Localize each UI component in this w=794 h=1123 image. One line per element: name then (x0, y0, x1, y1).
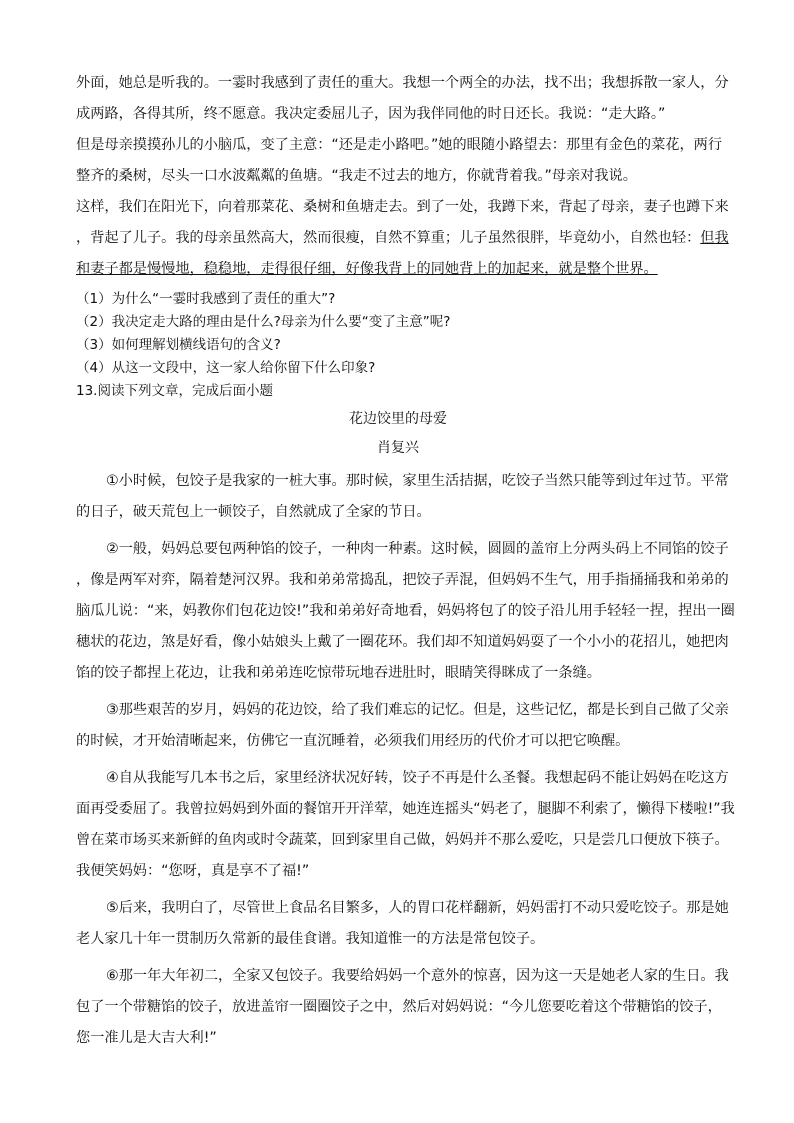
text-line: ③那些艰苦的岁月，妈妈的花边饺，给了我们难忘的记忆。但是，这些记忆，都是长到自己做了父亲 (106, 702, 729, 718)
text-line: 老人家几十年一贯制历久常新的最佳食谱。我知道惟一的方法是常包饺子。 (76, 931, 545, 947)
question-item: （2）我决定走大路的理由是什么?母亲为什么要“变了主意”呢? (76, 314, 451, 330)
text-line: ⑤后来，我明白了，尽管世上食品名目繁多，人的胃口花样翻新，妈妈雷打不动只爱吃饺子。那是她 (106, 900, 729, 916)
text-line: 我便笑妈妈：“您呀，真是享不了福!” (76, 863, 310, 879)
article-author: 肖复兴 (377, 440, 419, 456)
text-line: 您一准儿是大吉大利!” (76, 1030, 217, 1046)
section-heading: 13.阅读下列文章，完成后面小题 (76, 383, 273, 399)
text-line: 的时候，才开始清晰起来，仿佛它一直沉睡着，必须我们用经历的代价才可以把它唤醒。 (76, 733, 630, 749)
text-segment: ，背起了儿子。我的母亲虽然高大，然而很瘦，自然不算重；儿子虽然很胖，毕竟幼小，自然也轻： (76, 230, 701, 246)
underlined-sentence: 和妻子都是慢慢地，稳稳地，走得很仔细，好像我背上的同她背上的加起来，就是整个世界。 (76, 261, 658, 277)
text-line: ①小时候，包饺子是我家的一桩大事。那时候，家里生活拮据，吃饺子当然只能等到过年过节。平常 (106, 473, 729, 489)
text-line: 穗状的花边，煞是好看，像小姑娘头上戴了一圈花环。我们却不知道妈妈耍了一个小小的花招儿，她把肉 (76, 634, 729, 650)
question-list (76, 288, 720, 380)
text-line: 面再受委屈了。我曾拉妈妈到外面的餐馆开开洋荤，她连连摇头“妈老了，腿脚不利索了，懒得下楼啦!”我 (76, 801, 735, 817)
paragraph-3 (76, 695, 729, 757)
question-item: （4）从这一文段中，这一家人给你留下什么印象? (76, 360, 376, 376)
text-line-with-underline-start (76, 223, 729, 254)
text-line: 曾在菜市场买来新鲜的鱼肉或时令蔬菜，回到家里自己做，妈妈并不那么爱吃，只是尝几口便放下筷子。 (76, 832, 729, 848)
text-line: ②一般，妈妈总要包两种馅的饺子，一种肉一种素。这时候，圆圆的盖帘上分两头码上不同馅的饺子 (106, 541, 729, 557)
text-line: 外面，她总是听我的。一霎时我感到了责任的重大。我想一个两全的办法，找不出；我想拆散一家人，分 (76, 75, 729, 91)
text-line: ④自从我能写几本书之后，家里经济状况好转，饺子不再是什么圣餐。我想起码不能让妈妈在吃这方 (106, 770, 729, 786)
text-line: 但是母亲摸摸孙儿的小脑瓜，变了主意：“还是走小路吧。”她的眼随小路望去：那里有金色的菜花，两行 (76, 137, 723, 153)
text-line: ，像是两军对弈，隔着楚河汉界。我和弟弟常捣乱，把饺子弄混，但妈妈不生气，用手指捅捅我和弟弟的 (76, 572, 729, 588)
question-item: （3）如何理解划横线语句的含义? (76, 337, 281, 353)
article-body (76, 466, 735, 1054)
article-title: 花边饺里的母爱 (349, 411, 447, 427)
text-line: 这样，我们在阳光下，向着那菜花、桑树和鱼塘走去。到了一处，我蹲下来，背起了母亲，妻子也蹲下来 (76, 199, 729, 215)
text-line: 成两路，各得其所，终不愿意。我决定委屈儿子，因为我伴同他的时日还长。我说：“走大路。” (76, 106, 666, 122)
text-line: 馅的饺子都捏上花边，让我和弟弟连吃惊带玩地吞进肚时，眼睛笑得眯成了一条缝。 (76, 665, 601, 681)
question-item: （1）为什么“一霎时我感到了责任的重大”? (76, 291, 336, 307)
paragraph-1 (76, 466, 729, 528)
paragraph-2 (76, 534, 735, 689)
text-line: 脑瓜儿说：“来，妈教你们包花边饺!”我和弟弟好奇地看，妈妈将包了的饺子沿儿用手轻轻一捏，捏出一圈 (76, 603, 735, 619)
document-page (76, 68, 735, 1054)
text-line: 的日子，破天荒包上一顿饺子，自然就成了全家的节日。 (76, 504, 431, 520)
text-line: 包了一个带糖馅的饺子，放进盖帘一圈圈饺子之中，然后对妈妈说：“今儿您要吃着这个带糖馅的饺子， (76, 999, 722, 1015)
passage-excerpt (76, 68, 729, 285)
text-line: 整齐的桑树，尽头一口水波粼粼的鱼塘。“我走不过去的地方，你就背着我。”母亲对我说。 (76, 168, 637, 184)
underlined-sentence-start: 但我 (700, 230, 729, 246)
text-line: ⑥那一年大年初二，全家又包饺子。我要给妈妈一个意外的惊喜，因为这一天是她老人家的生日。我 (106, 968, 729, 984)
paragraph-5 (76, 893, 729, 955)
paragraph-6 (76, 961, 729, 1054)
paragraph-4 (76, 763, 735, 887)
